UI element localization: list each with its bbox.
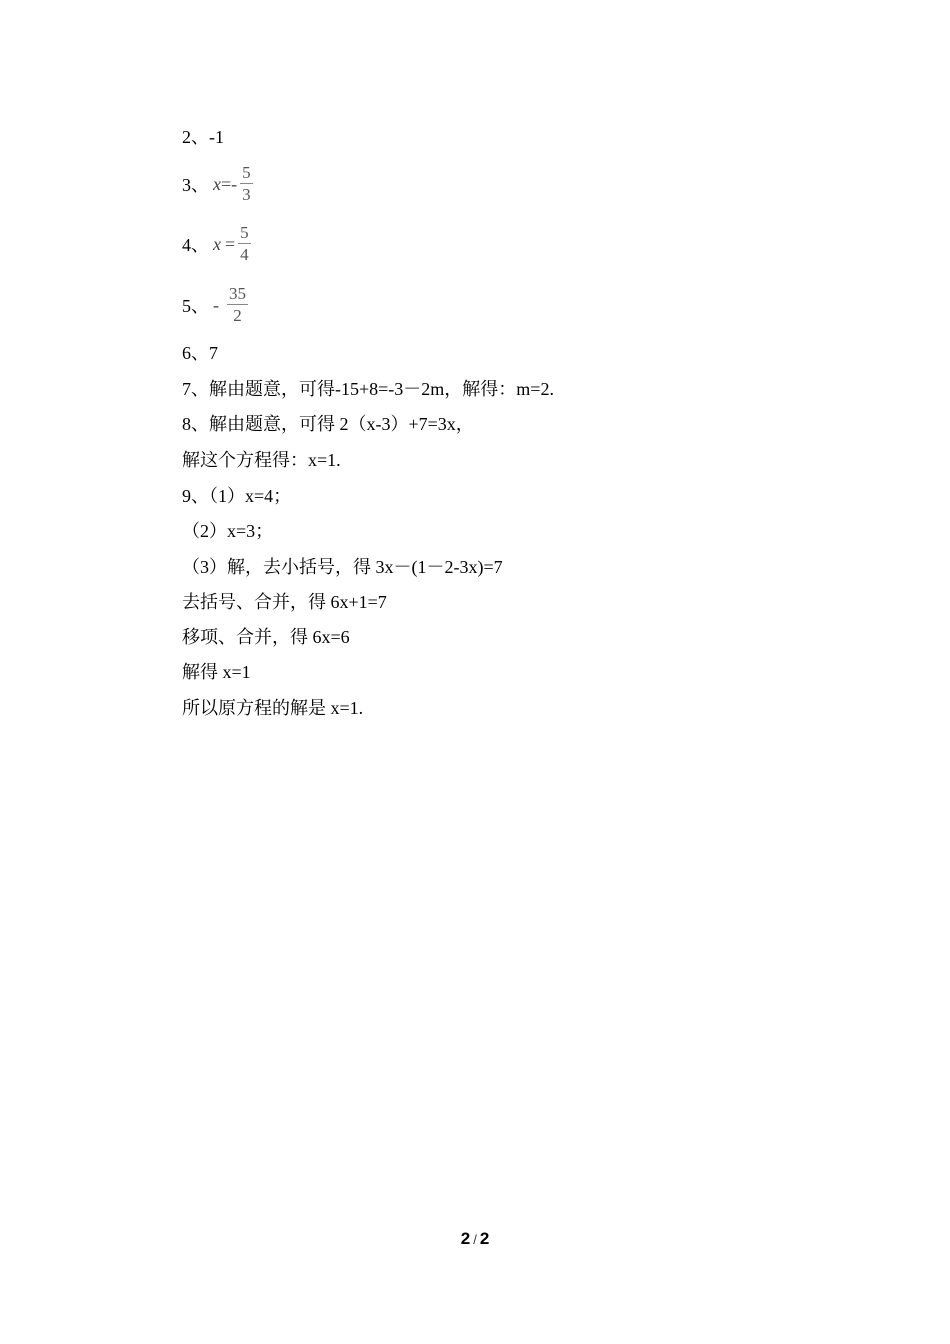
answer-4-fraction	[238, 223, 251, 266]
answer-5-fraction	[227, 284, 248, 327]
answer-5	[182, 281, 248, 329]
answer-4-variable: x	[213, 233, 221, 254]
answer-7: 7、解由题意，可得-15+8=-3－2m，解得：m=2.	[182, 379, 554, 399]
page-number-total: 2	[479, 1229, 490, 1248]
answer-9-step-move: 移项、合并，得 6x=6	[182, 627, 350, 647]
page-number	[0, 1229, 950, 1249]
answer-3-label: 3、	[182, 175, 209, 195]
answer-4-operator: =	[225, 233, 236, 254]
answer-8-solution: 解这个方程得：x=1.	[182, 450, 341, 470]
answer-3	[182, 160, 253, 208]
answer-9-part-2: （2）x=3；	[182, 521, 274, 541]
answer-2: 2、-1	[182, 127, 224, 147]
answer-8: 8、解由题意，可得 2（x-3）+7=3x，	[182, 414, 474, 434]
answer-5-label: 5、	[182, 296, 209, 316]
page-number-current: 2	[460, 1229, 471, 1248]
answer-4	[182, 220, 251, 268]
answer-9-part-3: （3）解，去小括号，得 3x－(1－2-3x)=7	[182, 557, 503, 577]
answer-3-variable: x	[213, 173, 221, 194]
answer-4-numerator: 5	[240, 222, 249, 242]
answer-4-denominator: 4	[240, 244, 249, 264]
answer-3-operator: =-	[221, 173, 238, 194]
answer-9-step-solve: 解得 x=1	[182, 662, 251, 682]
page-number-separator: /	[473, 1232, 477, 1247]
answer-3-numerator: 5	[242, 162, 251, 182]
answer-4-label: 4、	[182, 235, 209, 255]
answer-5-denominator: 2	[233, 305, 242, 325]
answer-9-step-expand: 去括号、合并，得 6x+1=7	[182, 592, 387, 612]
answer-6: 6、7	[182, 343, 218, 363]
answer-5-numerator: 35	[229, 283, 246, 303]
answer-3-fraction	[240, 163, 253, 206]
answer-9-conclusion: 所以原方程的解是 x=1.	[182, 698, 364, 718]
answer-3-denominator: 3	[242, 184, 251, 204]
answer-5-sign: -	[213, 294, 219, 315]
answer-9-part-1: 9、（1）x=4；	[182, 486, 292, 506]
